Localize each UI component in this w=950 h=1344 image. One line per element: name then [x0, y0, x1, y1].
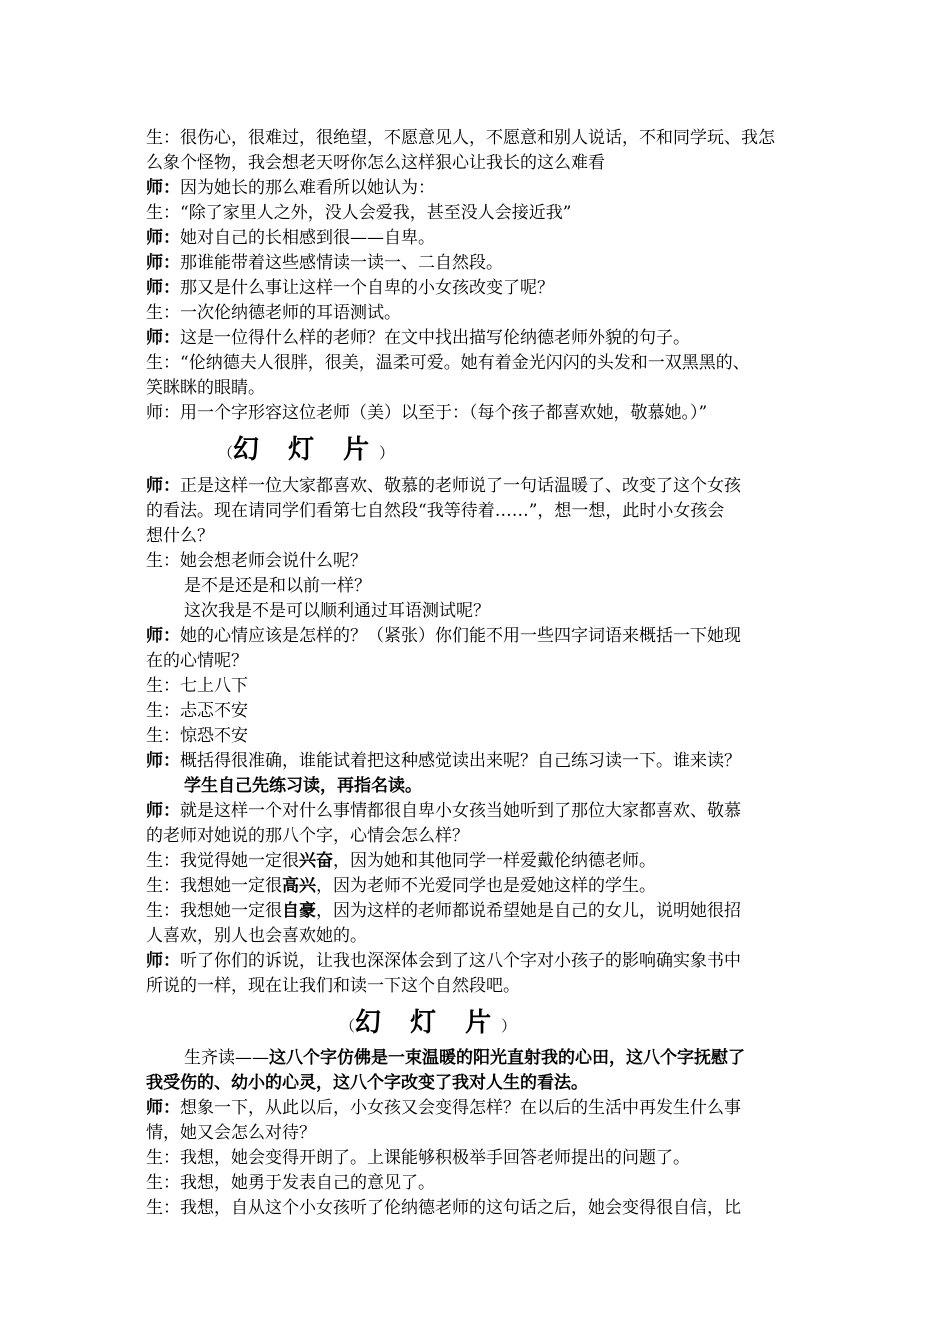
speaker-label: 生：: [146, 128, 180, 148]
text-line: [146, 176, 816, 201]
emphasis-word: 兴奋: [299, 851, 333, 871]
speaker-label: 生：: [146, 1198, 180, 1218]
text-line: [146, 699, 816, 724]
line-text: 听了你们的诉说，让我也深深体会到了这八个字对小孩子的影响确实象书中: [180, 951, 741, 971]
text-line: [146, 201, 816, 226]
text-line: [146, 1071, 816, 1096]
line-text: 她对自己的长相感到很——自卑。: [180, 228, 435, 248]
text-line: [146, 474, 816, 499]
text-line: [146, 376, 816, 401]
line-text: 么象个怪物，我会想老天呀你怎么这样狠心让我长的这么难看: [146, 153, 605, 173]
text-line: [146, 1146, 816, 1171]
line-text: 生齐读——: [184, 1048, 269, 1068]
line-text: 一次伦纳德老师的耳语测试。: [180, 303, 401, 323]
text-line: [146, 924, 816, 949]
text-line: [146, 1096, 816, 1121]
text-line: [184, 774, 854, 799]
text-line: [146, 226, 816, 251]
line-text: 很伤心，很难过，很绝望，不愿意见人，不愿意和别人说话，不和同学玩、我怎: [180, 128, 775, 148]
line-text: 的老师对她说的那八个字，心情会怎么样？: [146, 826, 469, 846]
text-line: [146, 401, 816, 426]
line-text: 用一个字形容这位老师（美）以至于：（每个孩子都喜欢她，敬慕她。）”: [180, 403, 708, 423]
line-text: ，因为她和其他同学一样爱戴伦纳德老师。: [333, 851, 656, 871]
text-line: [146, 151, 816, 176]
text-line: [184, 599, 854, 624]
text-line: [146, 351, 816, 376]
speaker-label: 生：: [146, 551, 180, 571]
speaker-label: 生：: [146, 726, 180, 746]
text-line: [146, 649, 816, 674]
speaker-label: 师：: [146, 1098, 180, 1118]
speaker-label: 生：: [146, 676, 180, 696]
text-line: [146, 126, 816, 151]
text-line: [146, 949, 816, 974]
paren-open: （: [218, 444, 234, 462]
paren-close: ）: [501, 1017, 517, 1035]
speaker-label: 生：: [146, 901, 180, 921]
emphasis-word: 高兴: [282, 876, 316, 896]
emphasis-text: 这八个字仿佛是一束温暖的阳光直射我的心田，这八个字抚慰了: [269, 1048, 745, 1068]
line-text: 概括得很准确，谁能试着把这种感觉读出来呢？自己练习读一下。谁来读？: [180, 751, 741, 771]
speaker-label: 生：: [146, 701, 180, 721]
speaker-label: 师：: [146, 626, 180, 646]
speaker-label: 师：: [146, 403, 180, 423]
text-line: [146, 724, 816, 749]
speaker-label: 生：: [146, 353, 180, 373]
line-text: ，因为老师不光爱同学也是爱她这样的学生。: [316, 876, 656, 896]
slide-heading: [218, 430, 394, 473]
line-text: 人喜欢，别人也会喜欢她的。: [146, 926, 367, 946]
text-line: [146, 899, 816, 924]
speaker-label: 师：: [146, 801, 180, 821]
line-text: 我想她一定很: [180, 876, 282, 896]
line-text: 情，她又会怎么对待？: [146, 1123, 316, 1143]
text-line: [146, 1171, 816, 1196]
speaker-label: 生：: [146, 851, 180, 871]
line-text: 正是这样一位大家都喜欢、敬慕的老师说了一句话温暖了、改变了这个女孩: [180, 476, 741, 496]
line-text: 笑眯眯的眼睛。: [146, 378, 265, 398]
paren-open: （: [340, 1017, 356, 1035]
emphasis-word: 自豪: [282, 901, 316, 921]
line-text: 我觉得她一定很: [180, 851, 299, 871]
line-text: ，因为这样的老师都说希望她是自己的女儿，说明她很招: [316, 901, 741, 921]
text-line: [146, 749, 816, 774]
line-text: 忐忑不安: [180, 701, 248, 721]
line-text: 七上八下: [180, 676, 248, 696]
speaker-label: 师：: [146, 278, 180, 298]
line-text: 惊恐不安: [180, 726, 248, 746]
speaker-label: 生：: [146, 203, 180, 223]
text-line: [184, 574, 854, 599]
text-line: [146, 326, 816, 351]
line-text: 是不是还是和以前一样？: [184, 576, 371, 596]
slide-heading-text: 幻 灯 片: [233, 435, 380, 465]
text-line: [146, 549, 816, 574]
slide-heading: [340, 1003, 516, 1046]
text-line: [146, 674, 816, 699]
text-line: [146, 974, 816, 999]
text-line: [146, 1196, 816, 1221]
line-text: 我想，她勇于发表自己的意见了。: [180, 1173, 435, 1193]
line-text: 这是一位得什么样的老师？在文中找出描写伦纳德老师外貌的句子。: [180, 328, 690, 348]
text-line: [146, 624, 816, 649]
line-text: 我想，她会变得开朗了。上课能够积极举手回答老师提出的问题了。: [180, 1148, 690, 1168]
speaker-label: 师：: [146, 228, 180, 248]
line-text: 她的心情应该是怎样的？（紧张）你们能不用一些四字词语来概括一下她现: [180, 626, 741, 646]
text-line: [146, 301, 816, 326]
line-text: 这次我是不是可以顺利通过耳语测试呢？: [184, 601, 490, 621]
speaker-label: 师：: [146, 751, 180, 771]
emphasis-text: 我受伤的、幼小的心灵，这八个字改变了我对人生的看法。: [146, 1073, 588, 1093]
paren-close: ）: [379, 444, 395, 462]
speaker-label: 师：: [146, 178, 180, 198]
line-text: 想象一下，从此以后，小女孩又会变得怎样？在以后的生活中再发生什么事: [180, 1098, 741, 1118]
line-text: 我想她一定很: [180, 901, 282, 921]
text-line: [184, 1046, 854, 1071]
text-line: [146, 799, 816, 824]
line-text: 她会想老师会说什么呢？: [180, 551, 367, 571]
line-text: 学生自己先练习读，再指名读。: [184, 776, 422, 796]
text-line: [146, 824, 816, 849]
speaker-label: 生：: [146, 1173, 180, 1193]
text-line: [146, 499, 816, 524]
line-text: 在的心情呢？: [146, 651, 248, 671]
text-line: [146, 524, 816, 549]
line-text: 所说的一样，现在让我们和读一下这个自然段吧。: [146, 976, 520, 996]
text-line: [146, 251, 816, 276]
line-text: 我想，自从这个小女孩听了伦纳德老师的这句话之后，她会变得很自信，比: [180, 1198, 741, 1218]
speaker-label: 生：: [146, 876, 180, 896]
speaker-label: 生：: [146, 303, 180, 323]
speaker-label: 师：: [146, 476, 180, 496]
text-line: [146, 1121, 816, 1146]
line-text: 的看法。现在请同学们看第七自然段“我等待着……”，想一想，此时小女孩会: [146, 501, 725, 521]
line-text: “伦纳德夫人很胖，很美，温柔可爱。她有着金光闪闪的头发和一双黑黑的、: [180, 353, 750, 373]
speaker-label: 师：: [146, 253, 180, 273]
line-text: 那谁能带着这些感情读一读一、二自然段。: [180, 253, 503, 273]
slide-heading-text: 幻 灯 片: [355, 1008, 502, 1038]
text-line: [146, 276, 816, 301]
text-line: [146, 874, 816, 899]
line-text: 就是这样一个对什么事情都很自卑小女孩当她听到了那位大家都喜欢、敬慕: [180, 801, 741, 821]
text-line: [146, 849, 816, 874]
line-text: “除了家里人之外，没人会爱我，甚至没人会接近我”: [180, 203, 572, 223]
line-text: 想什么？: [146, 526, 214, 546]
speaker-label: 师：: [146, 951, 180, 971]
speaker-label: 生：: [146, 1148, 180, 1168]
speaker-label: 师：: [146, 328, 180, 348]
line-text: 因为她长的那么难看所以她认为：: [180, 178, 435, 198]
line-text: 那又是什么事让这样一个自卑的小女孩改变了呢？: [180, 278, 554, 298]
